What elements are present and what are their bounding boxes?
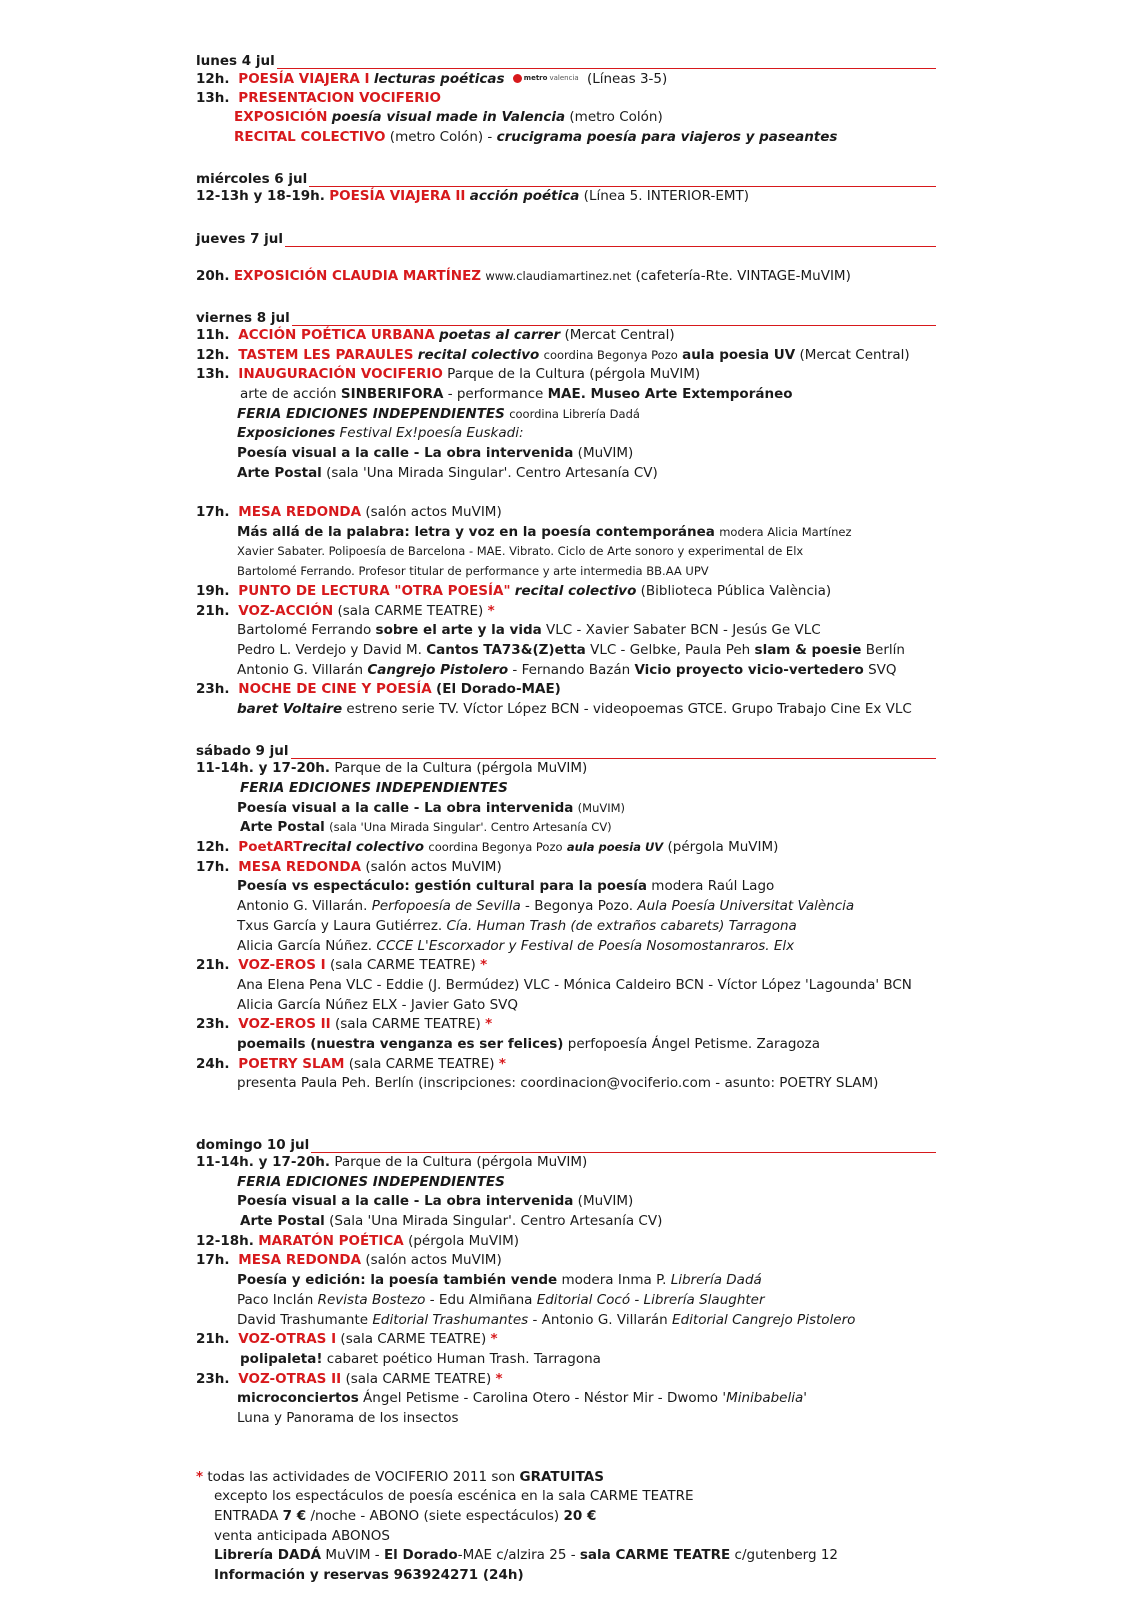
event-title: VOZ-EROS I (238, 957, 326, 974)
day-label: jueves 7 jul (196, 230, 284, 247)
event-time: 12-18h. (196, 1232, 254, 1249)
event-title: POESÍA VIAJERA II (329, 188, 466, 205)
event-row (196, 69, 936, 89)
event-url[interactable]: www.claudiamartinez.net (485, 268, 632, 283)
event-row: polipaleta! cabaret poético Human Trash. Tarragona (240, 1350, 601, 1367)
asterisk-mark: * (485, 1016, 493, 1033)
day-header-jueves (196, 227, 936, 247)
event-row: 11-14h. y 17-20h. Parque de la Cultura (pérgola MuVIM) (196, 1154, 588, 1170)
event-title: VOZ-ACCIÓN (238, 602, 334, 619)
event-title: EXPOSICIÓN CLAUDIA MARTÍNEZ (233, 267, 482, 284)
asterisk-mark: * (196, 1468, 204, 1485)
event-row (196, 326, 936, 346)
event-row: microconciertos Ángel Petisme - Carolina Otero - Néstor Mir - Dwomo 'Minibabelia' (237, 1390, 807, 1407)
event-time: 17h. (196, 1252, 230, 1269)
event-title: TASTEM LES PARAULES (238, 346, 414, 363)
event-row: presenta Paula Peh. Berlín (inscripciones: coordinacion@vociferio.com - asunto: POETRY SLAM) (237, 1075, 879, 1092)
event-row: baret Voltaire estreno serie TV. Víctor López BCN - videopoemas GTCE. Grupo Trabajo Cine Ex VLC (237, 700, 912, 717)
event-desc: recital colectivo (417, 346, 540, 363)
metrovalencia-logo: metro valencia (513, 69, 579, 89)
event-title: VOZ-OTRAS I (238, 1331, 337, 1348)
event-row: David Trashumante Editorial Trashumantes - Antonio G. Villarán Editorial Cangrejo Pistolero (237, 1311, 856, 1328)
event-row: poemails (nuestra venganza es ser felices) perfopoesía Ángel Petisme. Zaragoza (237, 1035, 821, 1052)
event-title: MESA REDONDA (238, 504, 362, 521)
day-header-domingo (196, 1133, 936, 1153)
event-desc: poetas al carrer (439, 326, 561, 343)
event-row (196, 267, 936, 287)
event-row: Luna y Panorama de los insectos (237, 1409, 459, 1426)
event-row: 11-14h. y 17-20h. Parque de la Cultura (pérgola MuVIM) (196, 760, 588, 777)
event-title: PUNTO DE LECTURA "OTRA POESÍA" (238, 582, 511, 599)
event-time: 21h. (196, 602, 230, 619)
event-time: 21h. (196, 957, 230, 974)
footnote: Librería DADÁ MuVIM - El Dorado-MAE c/alzira 25 - sala CARME TEATRE c/gutenberg 12 (214, 1547, 839, 1564)
day-divider (285, 233, 936, 247)
day-divider (311, 1139, 936, 1153)
event-time: 17h. (196, 504, 230, 521)
event-row (196, 108, 936, 128)
event-title: INAUGURACIÓN VOCIFERIO (238, 366, 443, 383)
event-venue: (salón actos MuVIM) (365, 504, 502, 521)
event-title: ACCIÓN POÉTICA URBANA (238, 326, 435, 343)
day-header-lunes (196, 49, 936, 69)
event-title: POETRY SLAM (238, 1055, 345, 1072)
event-row: Poesía visual a la calle - La obra intervenida (MuVIM) (237, 445, 634, 461)
day-divider (309, 173, 936, 187)
day-label: domingo 10 jul (196, 1137, 310, 1153)
asterisk-mark: * (495, 1370, 503, 1387)
event-venue: (metro Colón) - (389, 129, 493, 146)
day-divider (291, 745, 936, 759)
event-row: 24h. POETRY SLAM (sala CARME TEATRE) * (196, 1055, 936, 1075)
event-venue: (Mercat Central) (564, 326, 675, 343)
event-desc: lecturas poéticas (373, 70, 505, 87)
event-venue: (Mercat Central) (799, 346, 910, 363)
event-row: Alicia García Núñez. CCCE L'Escorxador y Festival de Poesía Nosomostanraros. Elx (237, 937, 795, 954)
event-row: 12-18h. MARATÓN POÉTICA (pérgola MuVIM) (196, 1232, 519, 1249)
event-title: PoetART (238, 839, 303, 856)
event-time: 20h. (196, 267, 230, 284)
event-row: Arte Postal (sala 'Una Mirada Singular'. Centro Artesanía CV) (237, 464, 658, 481)
footnote: * todas las actividades de VOCIFERIO 2011 son GRATUITAS (196, 1468, 604, 1485)
event-row: Xavier Sabater. Polipoesía de Barcelona - MAE. Vibrato. Ciclo de Arte sonoro y experimental de Elx (237, 544, 804, 559)
event-venue: (cafetería-Rte. VINTAGE-MuVIM) (635, 267, 851, 284)
event-venue: (Líneas 3-5) (586, 70, 668, 87)
event-row (196, 346, 936, 366)
program-page (196, 49, 936, 1586)
event-title: EXPOSICIÓN (234, 109, 328, 126)
event-org: aula poesia UV (682, 346, 796, 363)
event-coordinator: coordina Begonya Pozo (543, 347, 678, 362)
day-label: viernes 8 jul (196, 309, 290, 326)
event-title: NOCHE DE CINE Y POESÍA (238, 681, 432, 698)
event-row: Pedro L. Verdejo y David M. Cantos TA73&(Z)etta VLC - Gelbke, Paula Peh slam & poesie Berlín (237, 641, 905, 658)
event-title: RECITAL COLECTIVO (234, 129, 386, 146)
event-row (196, 187, 936, 207)
asterisk-mark: * (487, 602, 495, 619)
event-row: Antonio G. Villarán Cangrejo Pistolero - Fernando Bazán Vicio proyecto vicio-vertedero SVQ (237, 661, 897, 678)
event-time: 11-14h. y 17-20h. (196, 760, 331, 777)
event-row: arte de acción SINBERIFORA - performance MAE. Museo Arte Extemporáneo (240, 385, 793, 402)
event-desc: acción poética (469, 188, 580, 205)
asterisk-mark: * (480, 957, 488, 974)
event-title: MARATÓN POÉTICA (258, 1232, 404, 1249)
asterisk-mark: * (498, 1055, 506, 1072)
event-venue: (metro Colón) (569, 109, 663, 126)
event-title: MESA REDONDA (238, 1252, 362, 1269)
event-row: Paco Inclán Revista Bostezo - Edu Almiñana Editorial Cocó - Librería Slaughter (237, 1291, 765, 1308)
event-row: FERIA EDICIONES INDEPENDIENTES (237, 1173, 505, 1190)
asterisk-mark: * (490, 1331, 498, 1348)
event-row (196, 89, 936, 109)
event-row: Exposiciones Festival Ex!poesía Euskadi: (237, 425, 524, 442)
event-time: 21h. (196, 1331, 230, 1348)
event-time: 13h. (196, 366, 230, 383)
event-row: 21h. VOZ-OTRAS I (sala CARME TEATRE) * (196, 1330, 936, 1350)
day-header-sabado (196, 739, 936, 759)
event-row: Poesía visual a la calle - La obra intervenida (MuVIM) (237, 799, 626, 816)
event-desc: poesía visual made in Valencia (331, 109, 566, 126)
event-row: 17h. MESA REDONDA (salón actos MuVIM) (196, 858, 936, 878)
event-time: 11-14h. y 17-20h. (196, 1154, 331, 1170)
day-header-viernes (196, 306, 936, 326)
event-row: Poesía vs espectáculo: gestión cultural para la poesía modera Raúl Lago (237, 878, 775, 895)
event-title: VOZ-EROS II (238, 1016, 331, 1033)
event-title: POESÍA VIAJERA I (238, 70, 370, 87)
event-row: Arte Postal (Sala 'Una Mirada Singular'. Centro Artesanía CV) (240, 1213, 663, 1230)
footnote: venta anticipada ABONOS (214, 1527, 390, 1544)
event-venue: Parque de la Cultura (pérgola MuVIM) (447, 366, 701, 383)
event-row: Bartolomé Ferrando sobre el arte y la vida VLC - Xavier Sabater BCN - Jesús Ge VLC (237, 622, 821, 639)
event-time: 24h. (196, 1055, 230, 1072)
event-row: 23h. NOCHE DE CINE Y POESÍA (El Dorado-MAE) (196, 680, 936, 700)
event-time: 23h. (196, 1370, 230, 1387)
event-row (196, 365, 936, 385)
event-time: 12-13h y 18-19h. (196, 188, 325, 205)
event-time: 17h. (196, 858, 230, 875)
event-row: 23h. VOZ-EROS II (sala CARME TEATRE) * (196, 1015, 936, 1035)
event-row: Bartolomé Ferrando. Profesor titular de performance y arte intermedia BB.AA UPV (237, 564, 709, 579)
day-label: sábado 9 jul (196, 743, 289, 760)
event-time: 23h. (196, 681, 230, 698)
event-time: 13h. (196, 89, 230, 106)
day-divider (277, 55, 936, 69)
footnote: Información y reservas 963924271 (24h) (214, 1567, 524, 1584)
event-row: Ana Elena Pena VLC - Eddie (J. Bermúdez) VLC - Mónica Caldeiro BCN - Víctor López 'Lagounda' BCN (237, 976, 912, 993)
event-desc: crucigrama poesía para viajeros y paseantes (496, 129, 838, 146)
event-row: 19h. PUNTO DE LECTURA "OTRA POESÍA" recital colectivo (Biblioteca Pública València) (196, 582, 936, 602)
event-time: 23h. (196, 1016, 230, 1033)
event-time: 19h. (196, 582, 230, 599)
event-title: MESA REDONDA (238, 858, 362, 875)
day-label: lunes 4 jul (196, 53, 275, 69)
event-row: 12h. PoetARTrecital colectivo coordina Begonya Pozo aula poesia UV (pérgola MuVIM) (196, 838, 936, 858)
event-row: 23h. VOZ-OTRAS II (sala CARME TEATRE) * (196, 1370, 936, 1390)
event-row: Arte Postal (sala 'Una Mirada Singular'. Centro Artesanía CV) (240, 819, 612, 836)
event-row: Poesía visual a la calle - La obra intervenida (MuVIM) (237, 1193, 634, 1210)
metro-logo-icon (513, 74, 522, 83)
event-row: Poesía y edición: la poesía también vende modera Inma P. Librería Dadá (237, 1272, 762, 1289)
footnote: excepto los espectáculos de poesía escénica en la sala CARME TEATRE (214, 1488, 694, 1505)
day-header-miercoles (196, 167, 936, 187)
event-time: 12h. (196, 346, 230, 363)
event-time: 12h. (196, 839, 230, 856)
event-row: 17h. MESA REDONDA (salón actos MuVIM) (196, 1251, 936, 1271)
event-row: 21h. VOZ-EROS I (sala CARME TEATRE) * (196, 956, 936, 976)
event-row: Alicia García Núñez ELX - Javier Gato SVQ (237, 996, 518, 1013)
event-row: FERIA EDICIONES INDEPENDIENTES (240, 780, 508, 796)
event-venue: (Línea 5. INTERIOR-EMT) (583, 188, 750, 205)
footnote: ENTRADA 7 € /noche - ABONO (siete espectáculos) 20 € (214, 1508, 597, 1524)
event-row: Antonio G. Villarán. Perfopoesía de Sevilla - Begonya Pozo. Aula Poesía Universitat València (237, 898, 855, 915)
day-label: miércoles 6 jul (196, 171, 308, 188)
event-row: Más allá de la palabra: letra y voz en la poesía contemporánea modera Alicia Martínez (237, 523, 852, 540)
day-divider (292, 312, 936, 326)
event-title: PRESENTACION VOCIFERIO (238, 89, 442, 106)
event-row (196, 503, 936, 523)
event-time: 12h. (196, 70, 230, 87)
event-row: FERIA EDICIONES INDEPENDIENTES coordina Librería Dadá (237, 405, 640, 422)
event-row (196, 128, 936, 148)
event-time: 11h. (196, 326, 230, 343)
event-row: 21h. VOZ-ACCIÓN (sala CARME TEATRE) * (196, 602, 936, 622)
event-title: VOZ-OTRAS II (238, 1370, 342, 1387)
event-row: Txus García y Laura Gutiérrez. Cía. Human Trash (de extraños cabarets) Tarragona (237, 917, 797, 934)
